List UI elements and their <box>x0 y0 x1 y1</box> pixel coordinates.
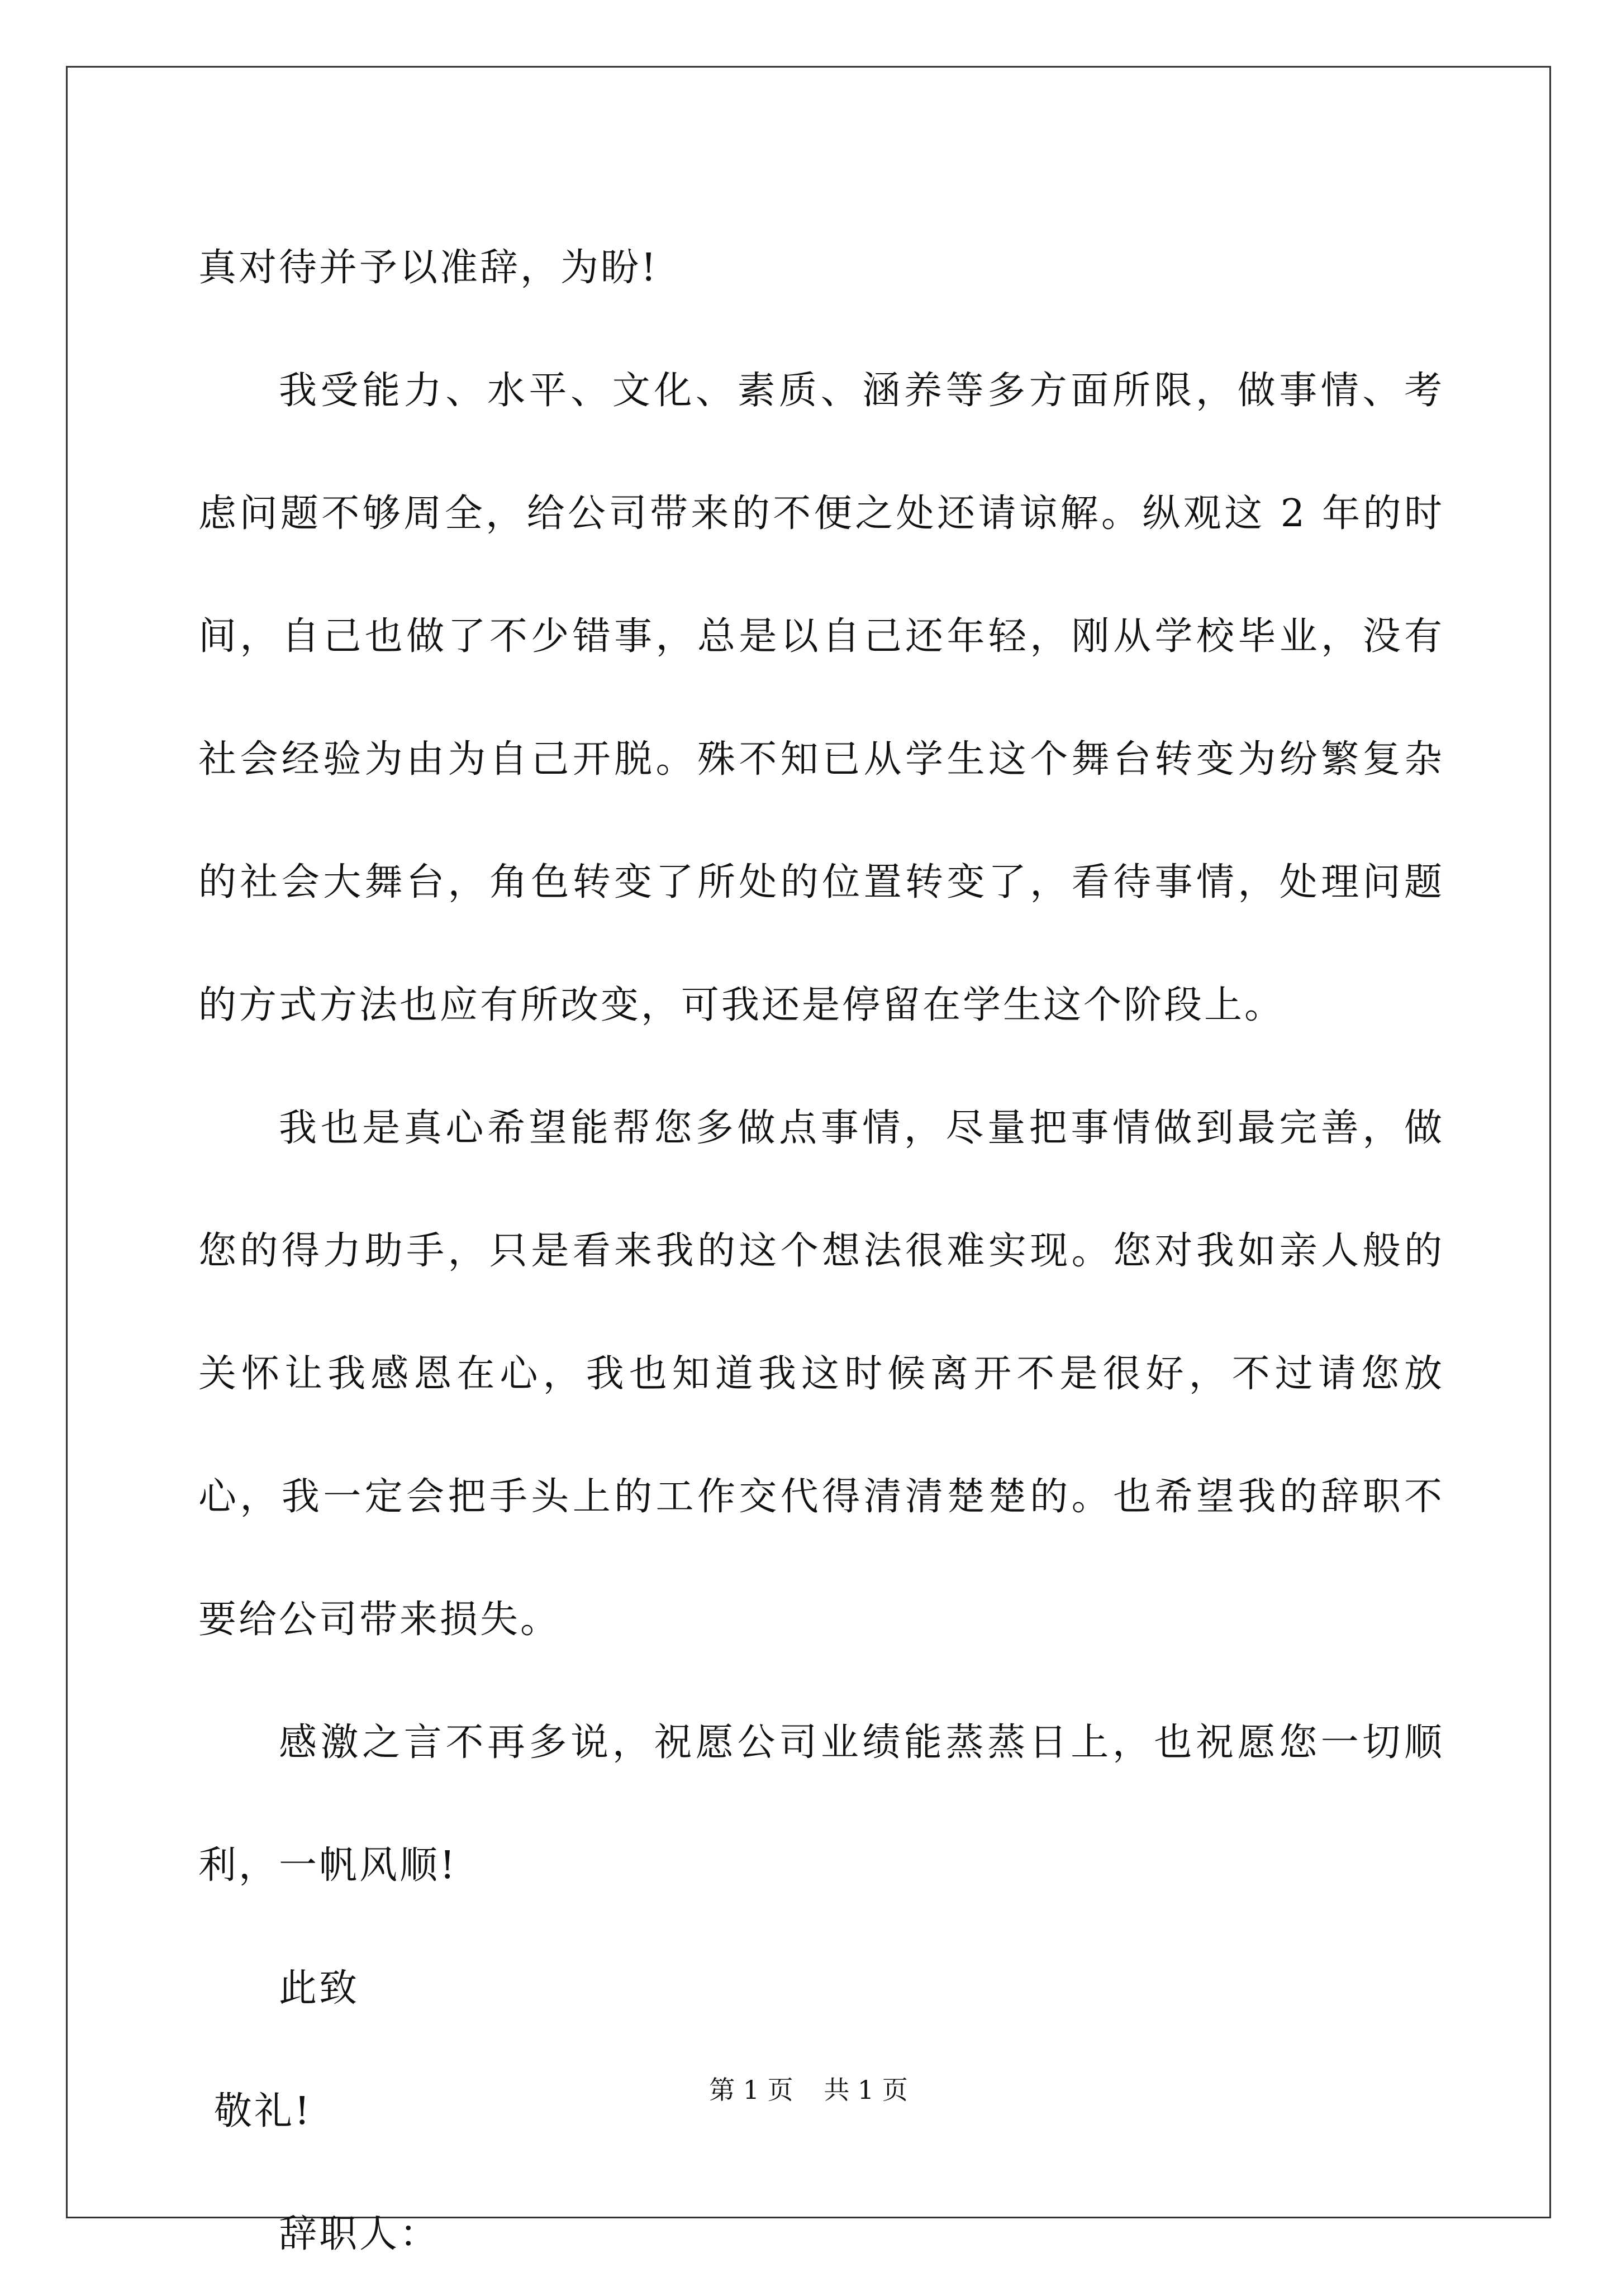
paragraph-4: 感激之言不再多说，祝愿公司业绩能蒸蒸日上，也祝愿您一切顺利，一帆风顺! <box>198 1721 1444 1888</box>
closing-salutation: 此致 <box>279 1966 360 2011</box>
signer-label: 辞职人： <box>279 2212 440 2256</box>
paragraph-3: 我也是真心希望能帮您多做点事情，尽量把事情做到最完善，做您的得力助手，只是看来我的这个想法很难实现。您对我如亲人般的关怀让我感恩在心，我也知道我这时候离开不是很好，不过请您放心，我一定会把手头上的工作交代得清清楚楚的。也希望我的辞职不要给公司带来损失。 <box>198 1106 1444 1642</box>
page-number-current: 第 1 页 <box>709 2075 793 2105</box>
page-footer <box>0 2070 1617 2107</box>
closing-regards: 敬礼! <box>214 2089 312 2133</box>
paragraph-1: 真对待并予以准辞，为盼! <box>198 246 659 290</box>
paragraph-2: 我受能力、水平、文化、素质、涵养等多方面所限，做事情、考虑问题不够周全，给公司带来的不便之处还请谅解。纵观这 2 年的时间，自己也做了不少错事，总是以自己还年轻，刚从学校毕业，没有社会经验为由为自己开脱。殊不知已从学生这个舞台转变为纷繁复杂的社会大舞台，角色转变了所处的位置转变了，看待事情，处理问题的方式方法也应有所改变，可我还是停留在学生这个阶段上。 <box>198 369 1444 1027</box>
page-number-total: 共 1 页 <box>824 2075 908 2105</box>
document-body <box>198 207 1444 2296</box>
